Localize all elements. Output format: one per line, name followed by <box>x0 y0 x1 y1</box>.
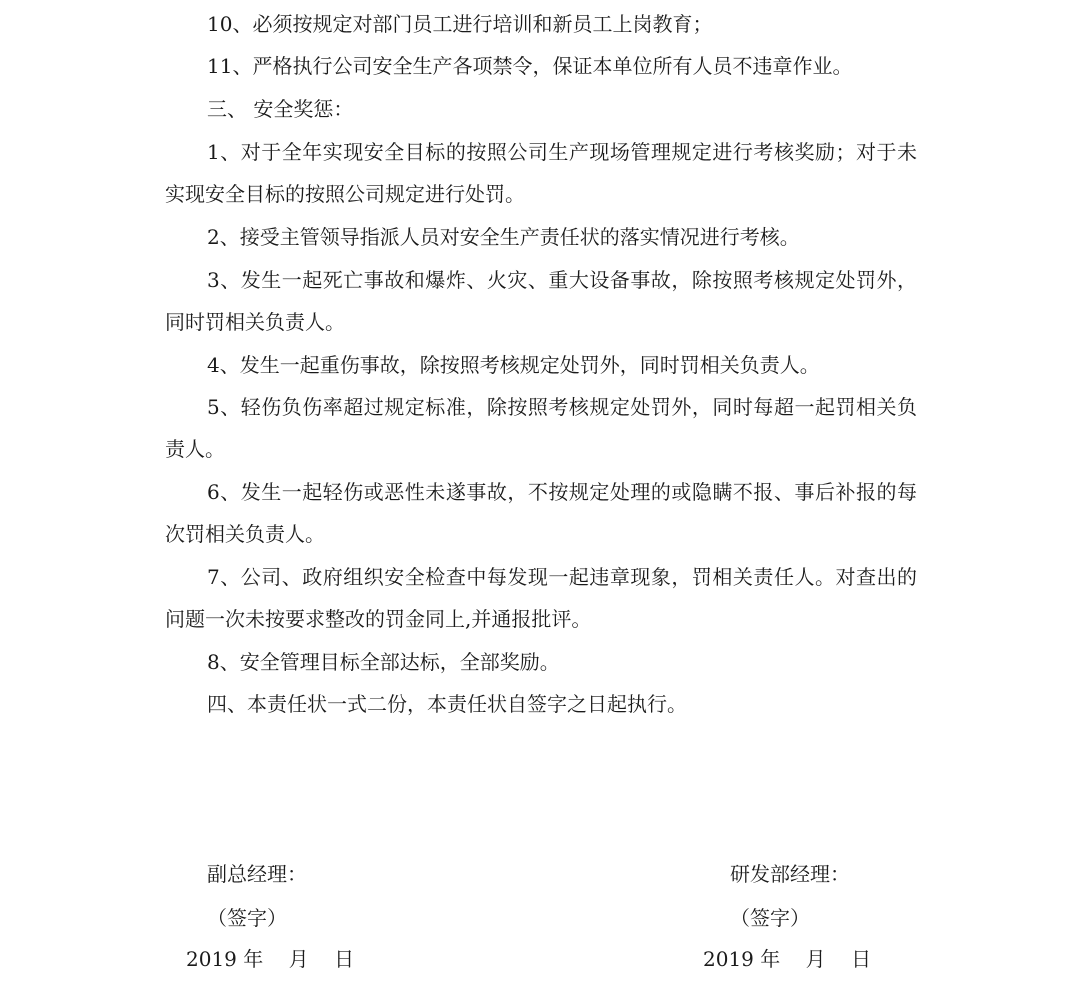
section-heading-rewards: 三、 安全奖惩： <box>207 97 354 121</box>
paragraph-11: 11、严格执行公司安全生产各项禁令，保证本单位所有人员不违章作业。 <box>207 54 853 78</box>
signature-right-title: 研发部经理： <box>730 862 850 886</box>
paragraph-reward-6: 6、发生一起轻伤或恶性未遂事故，不按规定处理的或隐瞒不报、事后补报的每次罚相关负责人。 <box>165 480 917 546</box>
signature-right-sign: （签字） <box>730 906 810 930</box>
paragraph-reward-5: 5、轻伤负伤率超过规定标准，除按照考核规定处罚外，同时每超一起罚相关负责人。 <box>165 395 917 461</box>
paragraph-reward-8: 8、安全管理目标全部达标，全部奖励。 <box>207 650 560 674</box>
paragraph-reward-3: 3、发生一起死亡事故和爆炸、火灾、重大设备事故，除按照考核规定处罚外，同时罚相关负责人。 <box>165 268 917 334</box>
signature-left-date: 2019 年 月 日 <box>186 947 355 971</box>
paragraph-reward-7: 7、公司、政府组织安全检查中每发现一起违章现象，罚相关责任人。对查出的问题一次未按要求整改的罚金同上,并通报批评。 <box>165 565 917 631</box>
paragraph-reward-4: 4、发生一起重伤事故，除按照考核规定处罚外，同时罚相关负责人。 <box>207 353 820 377</box>
paragraph-reward-2: 2、接受主管领导指派人员对安全生产责任状的落实情况进行考核。 <box>207 225 800 249</box>
section-four-copies: 四、本责任状一式二份，本责任状自签字之日起执行。 <box>207 692 687 716</box>
signature-left-title: 副总经理： <box>207 862 307 886</box>
paragraph-10: 10、必须按规定对部门员工进行培训和新员工上岗教育； <box>207 12 713 36</box>
signature-left-sign: （签字） <box>207 906 287 930</box>
signature-right-date: 2019 年 月 日 <box>703 947 872 971</box>
paragraph-reward-1: 1、对于全年实现安全目标的按照公司生产现场管理规定进行考核奖励；对于未实现安全目标的按照公司规定进行处罚。 <box>165 140 917 206</box>
